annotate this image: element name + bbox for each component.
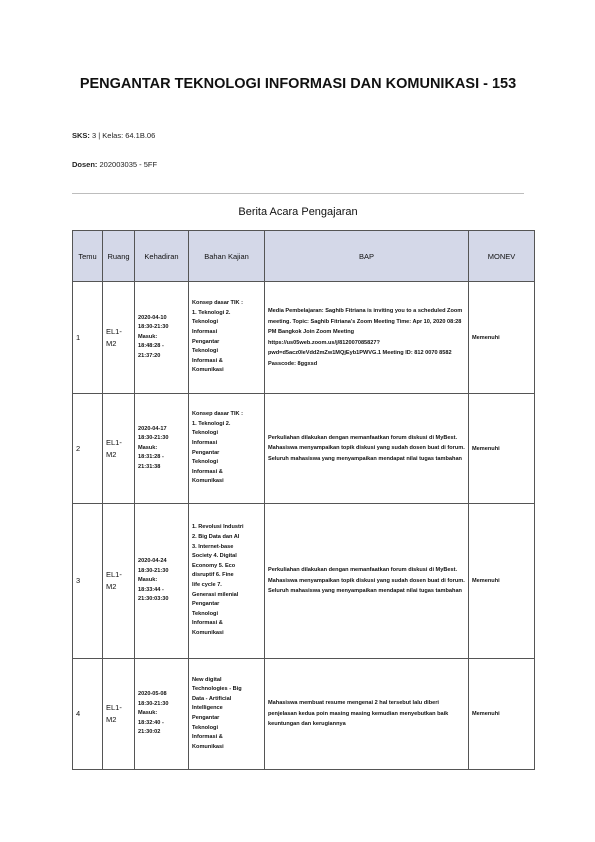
table-row bbox=[73, 394, 535, 504]
sks-label: SKS: bbox=[72, 131, 90, 140]
row-bap: Mahasiswa membuat resume mengenai 2 hal tersebut lalu diberi penjelasan kedua poin masing masing kemudian menyebutkan baik keuntungan dan kerugiannya bbox=[265, 659, 469, 770]
row-number: 2 bbox=[73, 394, 103, 504]
row-monev: Memenuhi bbox=[469, 282, 535, 394]
row-room: EL1-M2 bbox=[103, 659, 135, 770]
row-topic: New digital Technologies - Big Data - Artificial Intelligence Pengantar Teknologi Informasi & Komunikasi bbox=[189, 659, 265, 770]
row-room: EL1-M2 bbox=[103, 504, 135, 659]
row-attendance: 2020-04-24 18:30-21:30 Masuk: 18:33:44 - 21:30:03:30 bbox=[135, 504, 189, 659]
dosen-line bbox=[72, 160, 157, 169]
table-row bbox=[73, 504, 535, 659]
row-attendance: 2020-04-10 18:30-21:30 Masuk: 18:48:28 - 21:37:20 bbox=[135, 282, 189, 394]
header-temu: Temu bbox=[73, 231, 103, 282]
row-room: EL1-M2 bbox=[103, 394, 135, 504]
row-monev: Memenuhi bbox=[469, 659, 535, 770]
sks-value: 3 | Kelas: 64.1B.06 bbox=[92, 131, 156, 140]
teaching-log-table bbox=[72, 230, 535, 770]
row-attendance: 2020-04-17 18:30-21:30 Masuk: 18:31:28 - 21:31:38 bbox=[135, 394, 189, 504]
header-monev: MONEV bbox=[469, 231, 535, 282]
sks-line bbox=[72, 131, 155, 140]
table-header-row bbox=[73, 231, 535, 282]
row-number: 4 bbox=[73, 659, 103, 770]
page-title: PENGANTAR TEKNOLOGI INFORMASI DAN KOMUNIKASI - 153 bbox=[79, 76, 517, 92]
divider bbox=[72, 193, 524, 194]
row-room: EL1-M2 bbox=[103, 282, 135, 394]
header-ruang: Ruang bbox=[103, 231, 135, 282]
row-topic: Konsep dasar TIK : 1. Teknologi 2. Teknologi Informasi Pengantar Teknologi Informasi & Komunikasi bbox=[189, 394, 265, 504]
dosen-value: 202003035 - 5FF bbox=[99, 160, 158, 169]
section-title: Berita Acara Pengajaran bbox=[238, 206, 358, 218]
header-bahan-kajian: Bahan Kajian bbox=[189, 231, 265, 282]
row-monev: Memenuhi bbox=[469, 504, 535, 659]
row-monev: Memenuhi bbox=[469, 394, 535, 504]
row-bap: Perkuliahan dilakukan dengan memanfaatkan forum diskusi di MyBest. Mahasiswa menyampaikan topik diskusi yang sudah dosen buat di forum. Seluruh mahasiswa yang menyampaikan mendapat nilai tugas tambahan bbox=[265, 504, 469, 659]
row-attendance: 2020-05-08 18:30-21:30 Masuk: 18:32:40 - 21:30:02 bbox=[135, 659, 189, 770]
row-bap: Media Pembelajaran: Saghib Fitriana is inviting you to a scheduled Zoom meeting. Topic: Saghib Fitriana's Zoom Meeting Time: Apr 10, 2020 08:28 PM Bangkok Join Zoom Meeting https://us05web.zoom.us/j/812007085827?pwd=d5acz0leVdd2mZw1MQjEyb1PWVG.1 Meeting ID: 812 0070 8582 Passcode: 8ggxsd bbox=[265, 282, 469, 394]
table-row bbox=[73, 282, 535, 394]
header-bap: BAP bbox=[265, 231, 469, 282]
row-topic: Konsep dasar TIK : 1. Teknologi 2. Teknologi Informasi Pengantar Teknologi Informasi & Komunikasi bbox=[189, 282, 265, 394]
dosen-label: Dosen: bbox=[72, 160, 98, 169]
row-number: 1 bbox=[73, 282, 103, 394]
table-row bbox=[73, 659, 535, 770]
row-topic: 1. Revolusi Industri 2. Big Data dan AI 3. Internet-base Society 4. Digital Economy 5. Eco disruptif 6. Fine life cycle 7. Generasi milenial Pengantar Teknologi Informasi & Komunikasi bbox=[189, 504, 265, 659]
row-number: 3 bbox=[73, 504, 103, 659]
header-kehadiran: Kehadiran bbox=[135, 231, 189, 282]
row-bap: Perkuliahan dilakukan dengan memanfaatkan forum diskusi di MyBest. Mahasiswa menyampaikan topik diskusi yang sudah dosen buat di forum. Seluruh mahasiswa yang menyampaikan mendapat nilai tugas tambahan bbox=[265, 394, 469, 504]
